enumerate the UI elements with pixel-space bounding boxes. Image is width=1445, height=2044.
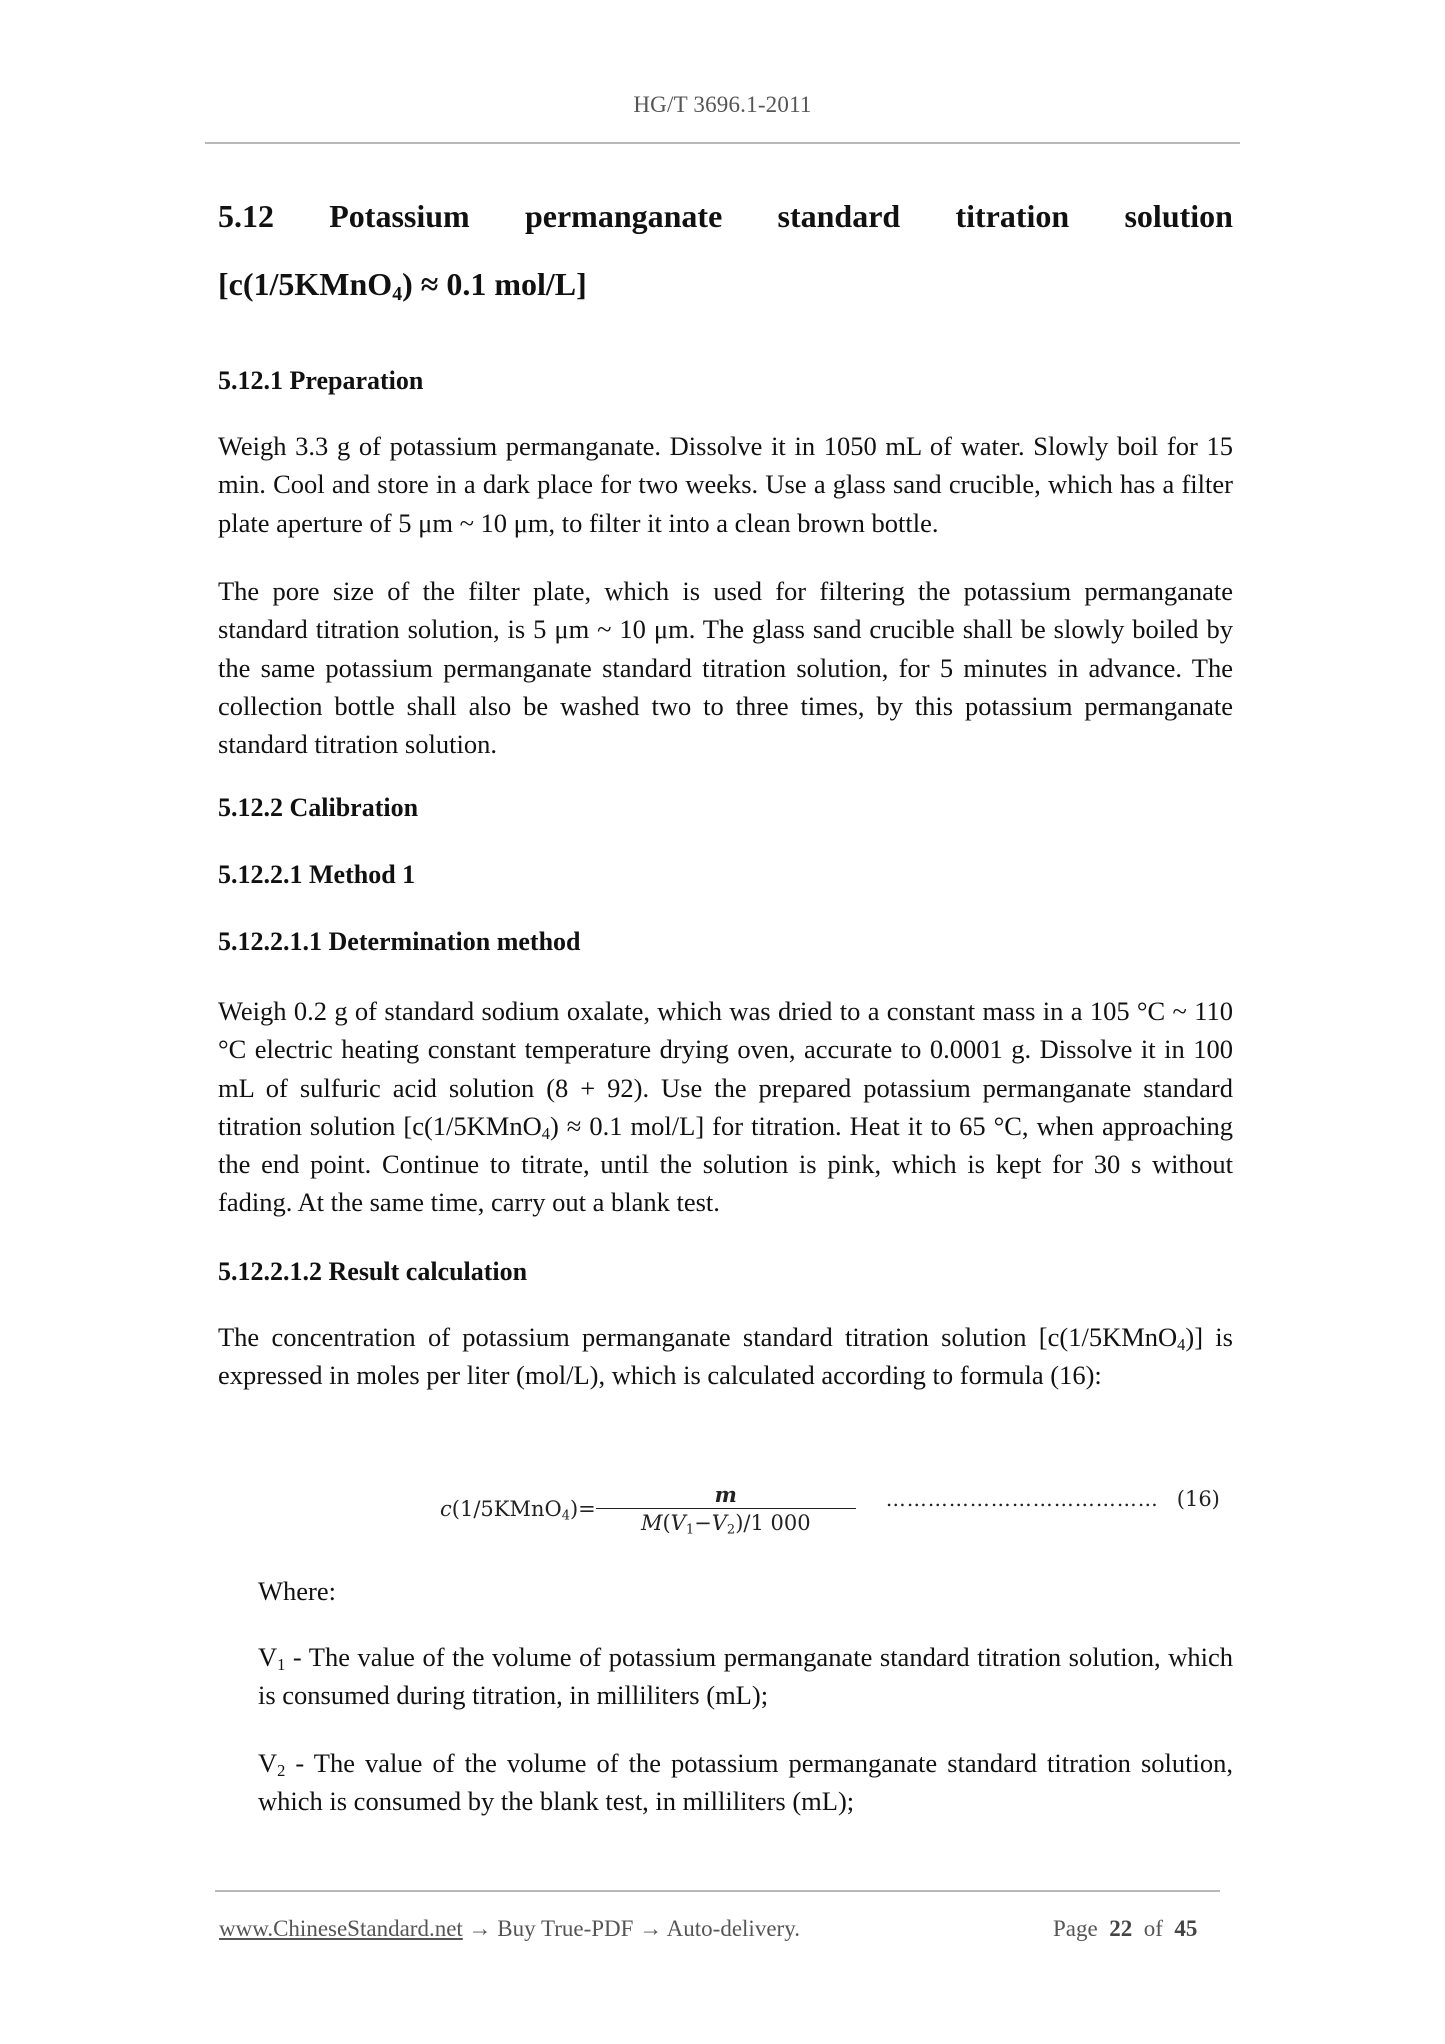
arrow-right-icon: → [639,1916,663,1941]
where-item-v2 [258,1744,1233,1821]
heading-determination-method: 5.12.2.1.1 Determination method [218,927,581,956]
formula-symbol-V2: V [711,1510,727,1535]
heading-method-1: 5.12.2.1 Method 1 [218,860,416,889]
where-item-v1 [258,1638,1233,1715]
formula-V1-subscript: 1 [685,1521,695,1537]
footer-site-link[interactable]: www.ChineseStandard.net [219,1916,463,1941]
title-formula-prefix: [c(1/5KMnO [218,266,393,302]
title-formula-subscript: 4 [392,282,403,305]
determination-subscript: 4 [541,1123,550,1143]
formula-lhs-suffix: )= [569,1497,596,1521]
page-current: 22 [1109,1916,1133,1941]
footer-rule [215,1890,1220,1892]
section-title-line-1 [218,196,1233,236]
where-subscript: 1 [277,1655,286,1675]
formula-paren-open: ( [662,1510,671,1535]
formula-V2-subscript: 2 [726,1521,736,1537]
where-label: Where: [258,1576,336,1606]
title-formula-suffix: ) ≈ 0.1 mol/L] [402,266,587,302]
page-indicator [1053,1916,1197,1942]
formula-lhs [440,1497,596,1524]
page-of-label: of [1143,1916,1163,1941]
section-title [218,196,1233,304]
where-definition: - The value of the volume of potassium permanganate standard titration solution, which is consumed during titration, in milliliters (mL); [258,1642,1233,1711]
paragraph-determination-method [218,992,1233,1222]
header-rule [205,142,1240,144]
where-definition: - The value of the volume of the potassium permanganate standard titration solution, which is consumed by the blank test, in milliliters (mL); [258,1748,1233,1817]
running-header-standard-code: HG/T 3696.1-2011 [633,92,812,117]
determination-text-part-1: Weigh 0.2 g of standard sodium oxalate, which was dried to a constant mass in a 105 °C ~ 110 °C electric heating constant temperature drying oven, accurate to 0.0001 g. Dissolve it in 100 mL of sulfuric acid solution (8 + 92). Use the prepared potassium permanganate standard titration solution [c(1/5KMnO [218,996,1233,1141]
title-word: solution [1124,198,1233,234]
footer-buy-text: Buy True-PDF [497,1916,634,1941]
formula-fraction [596,1482,856,1537]
result-text-part-1: The concentration of potassium permanganate standard titration solution [c(1/5KMnO [218,1322,1178,1352]
formula-numerator: m [596,1482,856,1509]
formula-minus: − [694,1510,712,1535]
formula-paren-close: )/1 000 [735,1510,811,1535]
section-title-line-2 [218,264,1233,304]
paragraph-preparation-1: Weigh 3.3 g of potassium permanganate. Dissolve it in 1050 mL of water. Slowly boil for 15 min. Cool and store in a dark place for two weeks. Use a glass sand crucible, which has a filter plate aperture of 5 μm ~ 10 μm, to filter it into a clean brown bottle. [218,431,1233,538]
heading-preparation: 5.12.1 Preparation [218,366,424,395]
formula-lhs-subscript: 4 [561,1508,570,1524]
page-total: 45 [1174,1916,1198,1941]
paragraph-result-calculation [218,1318,1233,1395]
heading-calibration: 5.12.2 Calibration [218,793,419,822]
formula-number: (16) [1176,1487,1220,1511]
where-subscript: 2 [277,1761,286,1781]
formula-symbol-V1: V [670,1510,686,1535]
formula-denominator [641,1509,811,1537]
formula-lhs-prefix: (1/5KMnO [451,1497,562,1521]
formula-symbol-M: M [640,1510,663,1535]
title-word: standard [777,198,901,234]
result-subscript: 4 [1177,1335,1186,1355]
title-word: Potassium [329,198,470,234]
determination-text-part-2: ) ≈ 0.1 mol/L] for titration. Heat it to 65 °C, when approaching the end point. Continue to titrate, until the solution is pink, which is kept for 30 s without fading. At the same time, carry out a blank test. [218,1110,1233,1218]
result-text-part-2: )] is expressed in moles per liter (mol/L), which is calculated according to formula (16): [218,1322,1233,1391]
formula-symbol-c: c [440,1497,452,1521]
title-word: titration [955,198,1070,234]
formula-leader-dots: ………………………………… [885,1487,1159,1511]
page-label: Page [1053,1916,1098,1941]
formula-16 [440,1474,1240,1544]
where-symbol: V [258,1748,278,1778]
heading-result-calculation: 5.12.2.1.2 Result calculation [218,1257,528,1286]
footer-auto-text: Auto-delivery. [666,1916,800,1941]
where-symbol: V [258,1642,278,1672]
footer-promo [219,1916,800,1942]
title-word: 5.12 [218,198,274,234]
paragraph-preparation-2: The pore size of the filter plate, which is used for filtering the potassium permanganate standard titration solution, is 5 μm ~ 10 μm. The glass sand crucible shall be slowly boiled by the same potassium permanganate standard titration solution, for 5 minutes in advance. The collection bottle shall also be washed two to three times, by this potassium permanganate standard titration solution. [218,576,1233,760]
title-word: permanganate [524,198,723,234]
arrow-right-icon: → [468,1916,492,1941]
